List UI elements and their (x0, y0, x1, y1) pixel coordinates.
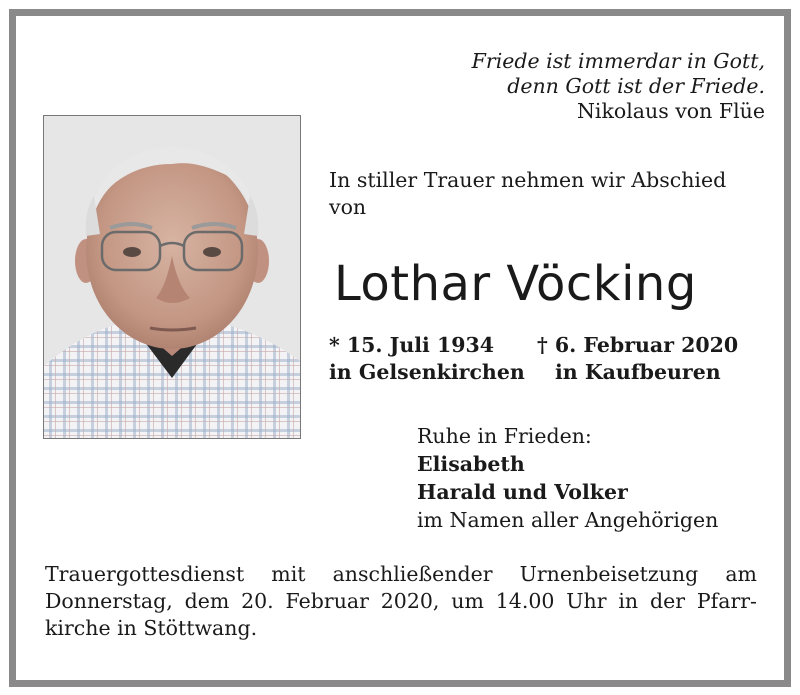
quote-block (472, 49, 765, 124)
service-line-3: kirche in Stöttwang. (45, 616, 258, 640)
death-info (537, 332, 738, 386)
intro-line-2: von (329, 195, 367, 219)
deceased-name: Lothar Vöcking (334, 256, 697, 312)
mourner-name-1: Elisabeth (417, 452, 525, 476)
mourners-intro: Ruhe in Frieden: (417, 424, 592, 448)
mourners-closing: im Namen aller Angehörigen (417, 508, 719, 532)
intro-line-1: In stiller Trauer nehmen wir Abschied (329, 168, 727, 192)
birth-date: * 15. Juli 1934 (329, 333, 495, 357)
service-announcement (45, 561, 757, 642)
intro-text (329, 167, 769, 221)
service-line-1: Trauergottesdienst mit anschließender Urnenbeisetzung am (45, 562, 757, 586)
notice-frame (9, 9, 791, 687)
mourners-block (417, 422, 777, 534)
service-line-2: Donnerstag, dem 20. Februar 2020, um 14.00 Uhr in der Pfarr- (45, 589, 757, 613)
portrait-photo (43, 115, 301, 439)
quote-author: Nikolaus von Flüe (576, 99, 765, 123)
obituary-notice (16, 16, 784, 680)
mourner-name-2: Harald und Volker (417, 480, 628, 504)
quote-line-2: denn Gott ist der Friede. (507, 74, 765, 98)
birth-info (329, 332, 525, 386)
death-place: in Kaufbeuren (555, 360, 721, 384)
death-date: † 6. Februar 2020 (537, 333, 739, 357)
birth-place: in Gelsenkirchen (329, 360, 525, 384)
portrait-image (44, 116, 300, 438)
quote-line-1: Friede ist immerdar in Gott, (471, 49, 765, 73)
